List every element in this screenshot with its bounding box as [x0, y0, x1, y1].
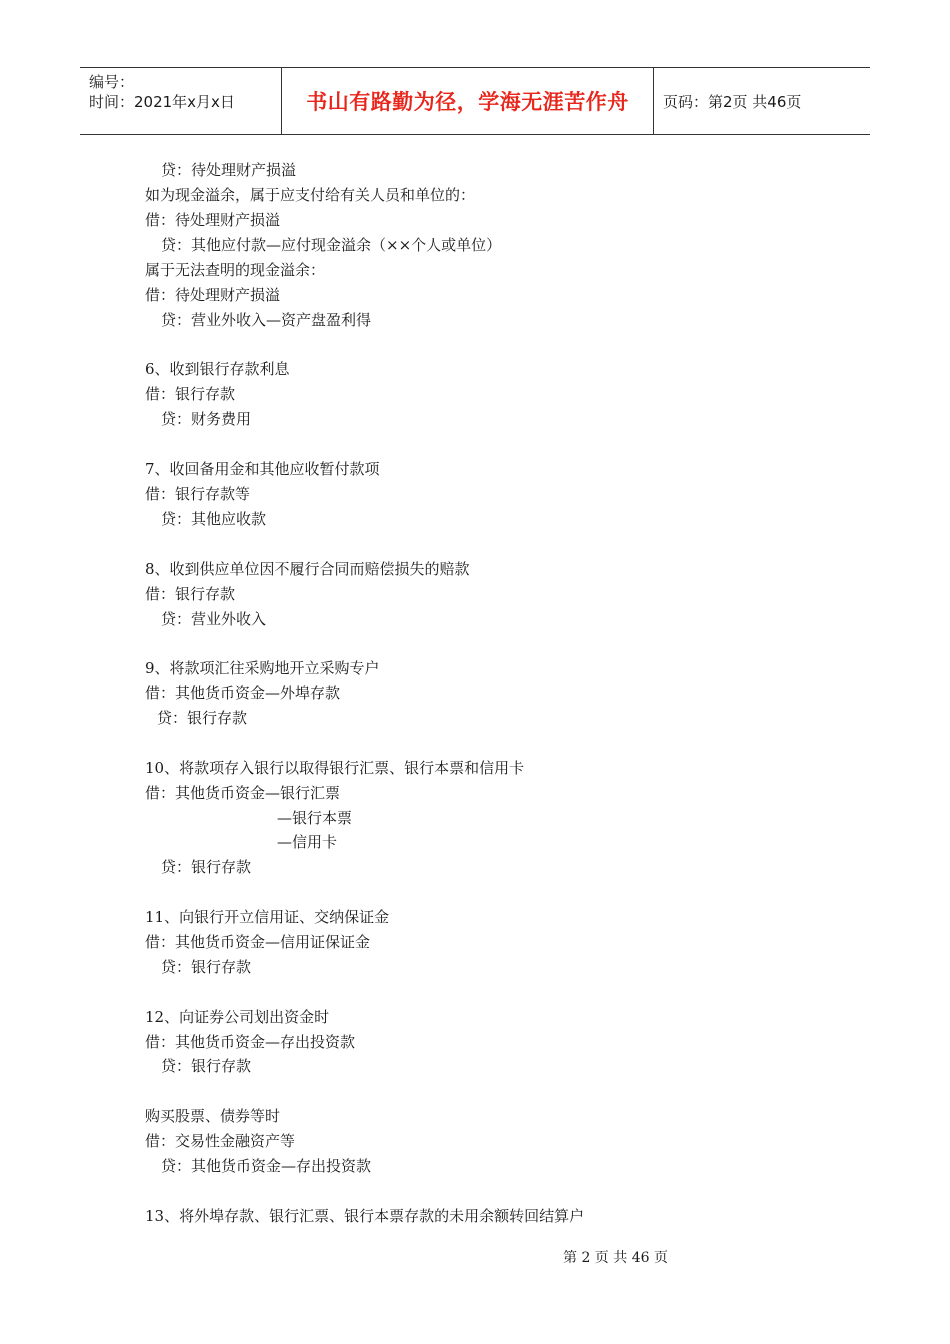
- text-line: 贷：营业外收入: [161, 610, 267, 628]
- page-header: [80, 67, 870, 135]
- section-heading: 8、收到供应单位因不履行合同而赔偿损失的赔款: [145, 560, 470, 578]
- section-heading: 9、将款项汇往采购地开立采购专户: [145, 659, 380, 677]
- text-line: 借：其他货币资金—外埠存款: [145, 684, 341, 702]
- section-heading: 11、向银行开立信用证、交纳保证金: [145, 908, 390, 926]
- text-line: 借：其他货币资金—存出投资款: [145, 1033, 356, 1051]
- text-line: 贷：其他应付款—应付现金溢余（××个人或单位）: [161, 236, 502, 254]
- text-line: 借：银行存款: [145, 385, 236, 403]
- text-line: —银行本票: [277, 809, 353, 827]
- text-line: 借：其他货币资金—银行汇票: [145, 784, 341, 802]
- text-line: 贷：银行存款: [157, 709, 248, 727]
- section-heading: 6、收到银行存款利息: [145, 360, 290, 378]
- section-heading: 购买股票、债券等时: [145, 1107, 281, 1125]
- text-line: 贷：营业外收入—资产盘盈利得: [161, 311, 372, 329]
- text-line: 借：待处理财产损溢: [145, 211, 281, 229]
- text-line: 借：其他货币资金—信用证保证金: [145, 933, 371, 951]
- text-line: 贷：其他应收款: [161, 510, 267, 528]
- header-motto: 书山有路勤为径，学海无涯苦作舟: [282, 68, 654, 134]
- text-line: 借：交易性金融资产等: [145, 1132, 296, 1150]
- text-line: 借：待处理财产损溢: [145, 286, 281, 304]
- section-heading: 13、将外埠存款、银行汇票、银行本票存款的未用余额转回结算户: [145, 1207, 585, 1225]
- text-line: 借：银行存款: [145, 585, 236, 603]
- text-line: 贷：银行存款: [161, 858, 252, 876]
- text-line: 贷：银行存款: [161, 958, 252, 976]
- text-line: 贷：其他货币资金—存出投资款: [161, 1157, 372, 1175]
- header-page-info: 页码：第2页 共46页: [663, 92, 802, 111]
- section-heading: 7、收回备用金和其他应收暂付款项: [145, 460, 380, 478]
- number-label: 编号：: [89, 73, 135, 91]
- header-meta: [80, 68, 282, 134]
- time-label: 时间：2021年x月x日: [89, 93, 235, 111]
- footer-page-number: 第 2 页 共 46 页: [563, 1250, 668, 1266]
- text-line: 贷：财务费用: [161, 410, 252, 428]
- section-heading: 12、向证券公司划出资金时: [145, 1008, 330, 1026]
- text-line: 如为现金溢余，属于应支付给有关人员和单位的：: [145, 186, 476, 204]
- text-line: 借：银行存款等: [145, 485, 251, 503]
- text-line: 贷：银行存款: [161, 1057, 252, 1075]
- section-heading: 10、将款项存入银行以取得银行汇票、银行本票和信用卡: [145, 759, 525, 777]
- text-line: —信用卡: [277, 833, 338, 851]
- text-line: 属于无法查明的现金溢余：: [145, 261, 326, 279]
- text-line: 贷：待处理财产损溢: [161, 161, 297, 179]
